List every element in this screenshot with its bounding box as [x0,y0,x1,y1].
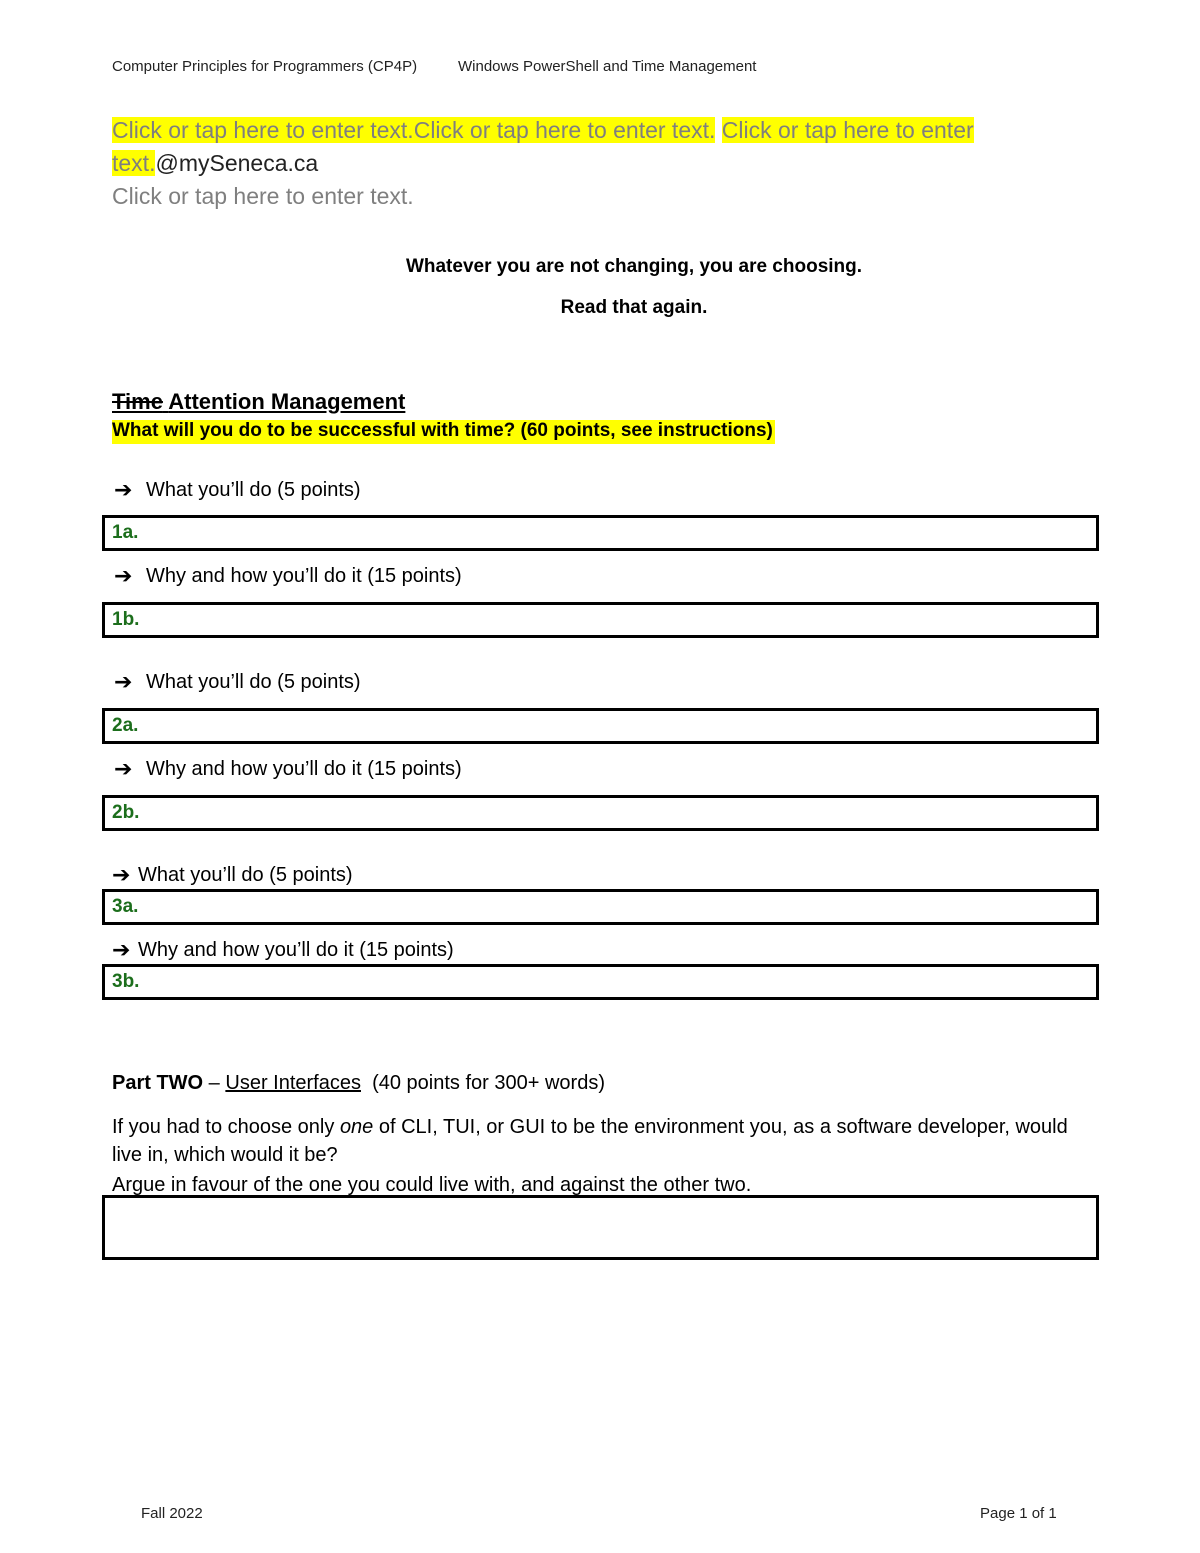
prompt-what-text: What you’ll do (5 points) [138,863,353,886]
part-two-title: User Interfaces [225,1072,361,1094]
answer-box-2a[interactable] [102,708,1099,744]
email-line [112,147,318,180]
quote-line-2: Read that again. [560,297,708,318]
footer-term: Fall 2022 [141,1505,203,1522]
answer-label-3b: 3b. [112,971,140,992]
part-two-heading [112,1072,605,1095]
part-two-label: Part TWO [112,1072,204,1094]
page-header [112,58,756,75]
answer-label-1b: 1b. [112,609,140,630]
answer-label-3a: 3a. [112,896,139,917]
arrow-icon: ➔ [114,756,133,781]
email-user-field-part2[interactable]: text. [112,150,156,176]
prompt-what-3 [112,862,353,888]
arrow-icon: ➔ [114,477,133,502]
section-title [112,389,405,415]
header-course: Computer Principles for Programmers (CP4P) [112,58,418,75]
arrow-icon: ➔ [112,862,131,887]
email-user-field-part1[interactable]: Click or tap here to enter [721,117,974,143]
answer-box-3a[interactable] [102,889,1099,925]
answer-label-2a: 2a. [112,715,139,736]
answer-box-3b[interactable] [102,964,1099,1000]
prompt-why-text: Why and how you’ll do it (15 points) [146,564,462,587]
first-name-field[interactable]: Click or tap here to enter text. [112,117,414,143]
prompt-what-text: What you’ll do (5 points) [146,478,361,501]
arrow-icon: ➔ [114,563,133,588]
prompt-why-text: Why and how you’ll do it (15 points) [138,938,454,961]
question-emphasis: one [339,1116,374,1138]
answer-box-part-two[interactable] [102,1195,1099,1260]
prompt-what-2 [114,669,361,695]
section-title-struck: Time [112,389,163,414]
answer-label-1a: 1a. [112,522,139,543]
section-question: What will you do to be successful with time? (60 points, see instructions) [112,420,775,444]
answer-box-2b[interactable] [102,795,1099,831]
question-end: of CLI, TUI, or GUI to be the environment you, as a software developer, would live in, which would it be? [112,1116,1068,1166]
prompt-what-1 [114,477,361,503]
last-name-field[interactable]: Click or tap here to enter text. [413,117,716,143]
part-two-argue: Argue in favour of the one you could live with, and against the other two. [112,1174,752,1196]
prompt-what-text: What you’ll do (5 points) [146,670,361,693]
quote-line-1: Whatever you are not changing, you are choosing. [405,256,863,277]
student-id-field[interactable]: Click or tap here to enter text. [112,183,414,209]
part-two-question [112,1113,1102,1169]
part-two-points: (40 points for 300+ words) [360,1072,605,1094]
part-two-dash: – [203,1072,226,1094]
prompt-why-2 [114,756,462,782]
arrow-icon: ➔ [112,937,131,962]
answer-box-1b[interactable] [102,602,1099,638]
footer-page: Page 1 of 1 [980,1505,1057,1522]
prompt-why-1 [114,563,462,589]
section-title-rest: Attention Management [168,389,406,414]
student-name-line [112,114,974,147]
prompt-why-3 [112,937,454,963]
arrow-icon: ➔ [114,669,133,694]
header-topic: Windows PowerShell and Time Management [458,58,757,75]
prompt-why-text: Why and how you’ll do it (15 points) [146,757,462,780]
answer-label-2b: 2b. [112,802,140,823]
email-domain: @mySeneca.ca [155,150,319,176]
question-start: If you had to choose only [112,1116,340,1138]
answer-box-1a[interactable] [102,515,1099,551]
